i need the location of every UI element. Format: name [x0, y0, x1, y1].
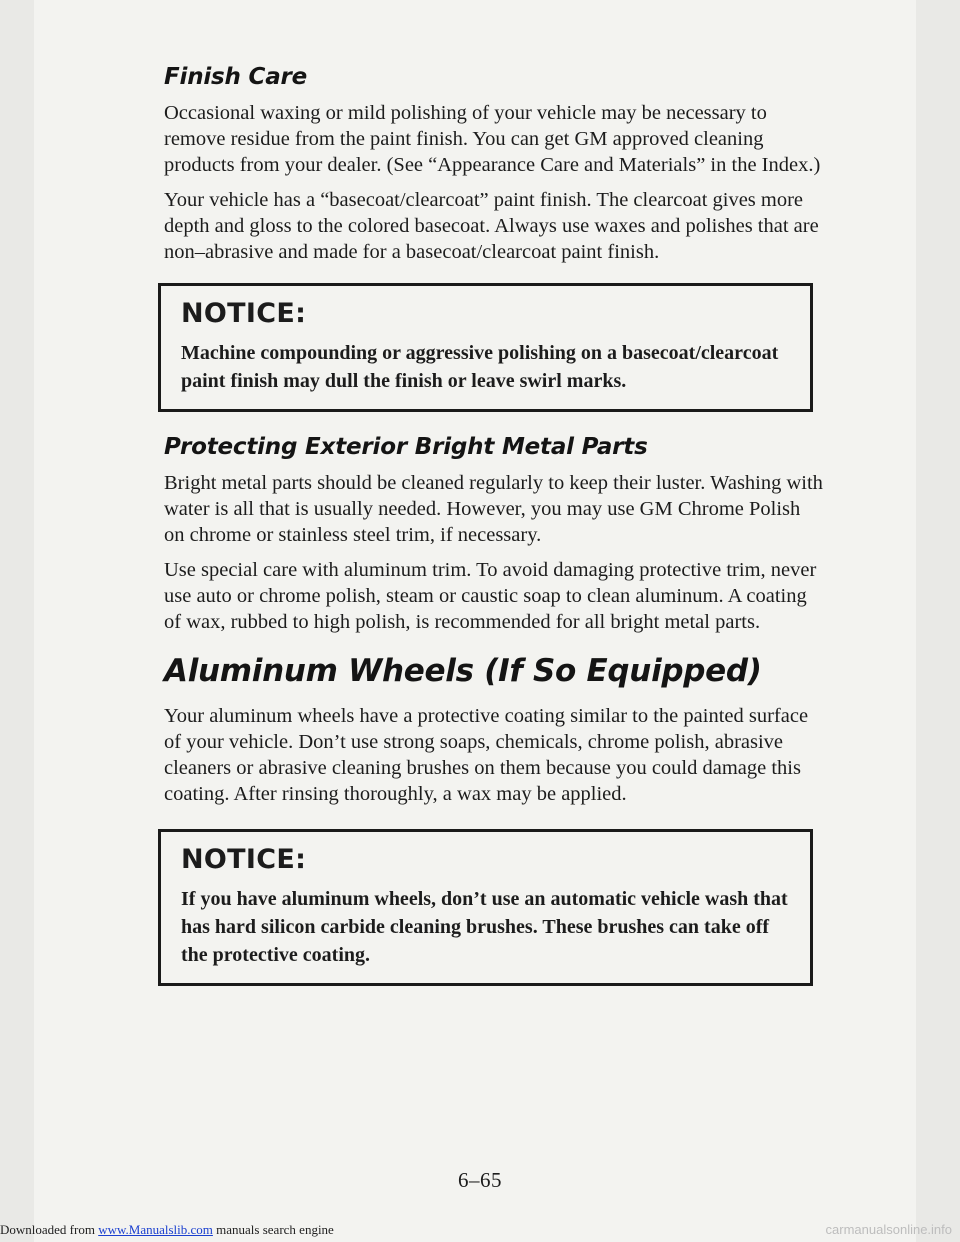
footer-prefix: Downloaded from: [0, 1222, 99, 1237]
notice-title: NOTICE:: [181, 298, 307, 329]
finish-care-notice-box: [158, 283, 813, 412]
page-number: 6–65: [458, 1168, 502, 1192]
bright-metal-paragraph-1: Bright metal parts should be cleaned regularly to keep their luster. Washing with water is all that is usually needed. However, you may use GM Chrome Polish on chrome or stainless steel trim, if necessary.: [164, 472, 823, 546]
finish-care-paragraph-1: Occasional waxing or mild polishing of your vehicle may be necessary to remove residue from the paint finish. You can get GM approved cleaning products from your dealer. (See “Appearance Care and Materials” in the Index.): [164, 102, 821, 176]
notice-text: Machine compounding or aggressive polishing on a basecoat/clearcoat paint finish may dull the finish or leave swirl marks.: [181, 342, 779, 392]
finish-care-paragraph-2: Your vehicle has a “basecoat/clearcoat” paint finish. The clearcoat gives more depth and gloss to the colored basecoat. Always use waxes and polishes that are non–abrasive and made for a basecoat/clearcoat paint finish.: [164, 189, 819, 263]
download-footer: [0, 1222, 334, 1238]
finish-care-heading: Finish Care: [164, 64, 308, 90]
aluminum-wheels-paragraph-1: Your aluminum wheels have a protective coating similar to the painted surface of your vehicle. Don’t use strong soaps, chemicals, chrome polish, abrasive cleaners or abrasive cleaning brushes on them because you could damage this coating. After rinsing thoroughly, a wax may be applied.: [164, 705, 809, 805]
footer-suffix: manuals search engine: [212, 1222, 334, 1237]
manual-page: [34, 0, 916, 1242]
aluminum-wheels-heading: Aluminum Wheels (If So Equipped): [164, 653, 762, 689]
page-content: [164, 64, 824, 1008]
notice-text: If you have aluminum wheels, don’t use an automatic vehicle wash that has hard silicon carbide cleaning brushes. These brushes can take off the protective coating.: [181, 888, 788, 966]
bright-metal-paragraph-2: Use special care with aluminum trim. To avoid damaging protective trim, never use auto or chrome polish, steam or caustic soap to clean aluminum. A coating of wax, rubbed to high polish, is recommended for all bright metal parts.: [164, 559, 817, 633]
aluminum-wheels-notice-box: [158, 829, 813, 986]
manualslib-link[interactable]: www.Manualslib.com: [98, 1222, 213, 1237]
bright-metal-heading: Protecting Exterior Bright Metal Parts: [164, 434, 648, 460]
watermark: carmanualsonline.info: [825, 1222, 952, 1237]
notice-title: NOTICE:: [181, 844, 307, 875]
